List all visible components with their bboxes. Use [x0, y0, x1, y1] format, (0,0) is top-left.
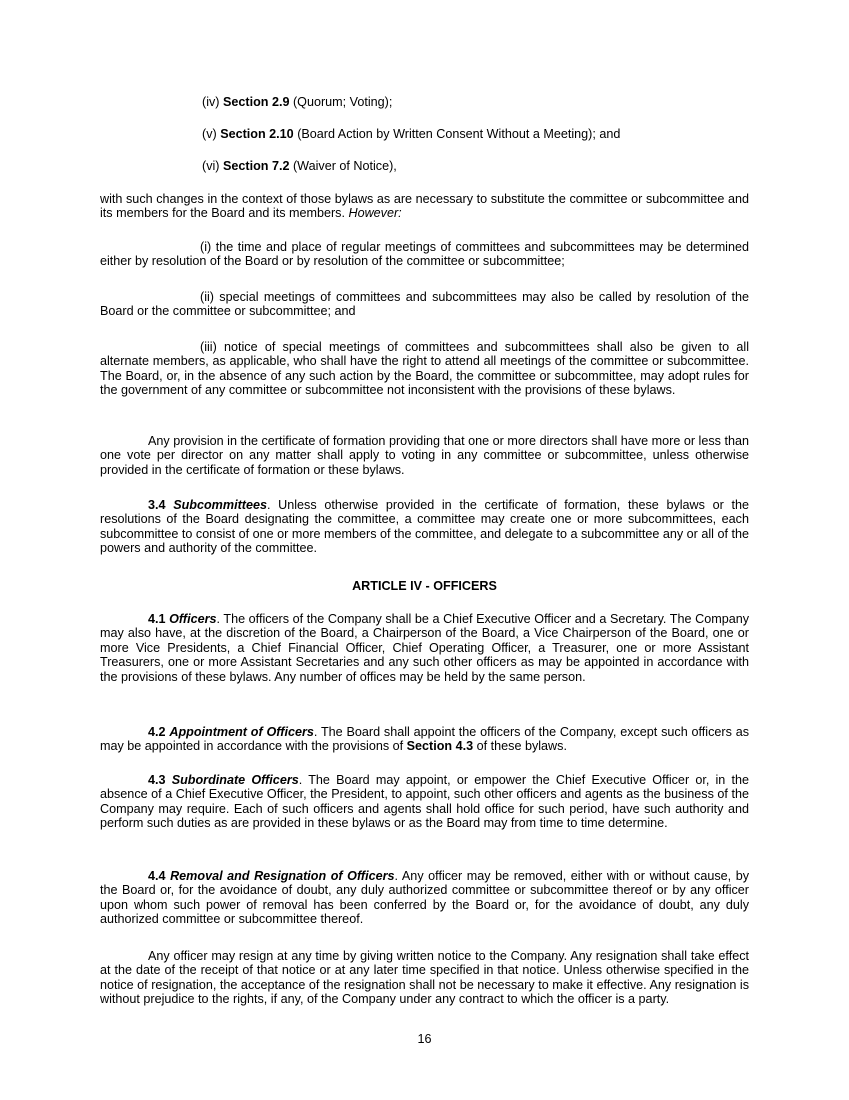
list-item-iv — [202, 95, 392, 109]
section-text: . The Board shall appoint the officers of the Company, except such officers as may be appointed in accordance with the provisions of — [100, 725, 750, 754]
list-text: (Waiver of Notice), — [292, 159, 397, 173]
section-title: Subordinate Officers — [171, 773, 299, 787]
list-text: (Board Action by Written Consent Without a Meeting); and — [297, 127, 621, 141]
page-number: 16 — [417, 1032, 432, 1046]
list-number: (vi) — [202, 159, 220, 173]
section-number: 4.1 — [148, 612, 166, 626]
section-title: Removal and Resignation of Officers — [170, 869, 395, 883]
resignation-paragraph: Any officer may resign at any time by giving written notice to the Company. Any resignation shall take effect at the date of the receipt of that notice or at any later time specified in that notice. Unless otherwise specified in the notice of resignation, the acceptance of the resignation shall not be necessary to make it effective. Any resignation is without prejudice to the rights, if any, of the Company under any contract to which the officer is a party. — [100, 949, 749, 1007]
section-text: . Unless otherwise provided in the certificate of formation, these bylaws or the resolutions of the Board designating the committee, a committee may create one or more subcommittees, each subcommittee to consist of one or more members of the committee, and delegate to a subcommittee any or all of the powers and authority of the committee. — [100, 498, 750, 556]
provision-paragraph: Any provision in the certificate of formation providing that one or more directors shall have more or less than one vote per director on any matter shall apply to voting in any committee or subcommittee, unless otherwise provided in the certificate of formation or these bylaws. — [100, 434, 749, 477]
sub-item-i: (i) the time and place of regular meetings of committees and subcommittees may be determined either by resolution of the Board or by resolution of the committee or subcommittee; — [100, 240, 749, 269]
section-reference: Section 2.9 — [222, 95, 290, 109]
section-title: Officers — [169, 612, 217, 626]
list-number: (v) — [202, 127, 217, 141]
section-title: Subcommittees — [173, 498, 267, 512]
section-3-4 — [100, 498, 749, 556]
sub-item-iii: (iii) notice of special meetings of committees and subcommittees shall also be given to all alternate members, as applicable, who shall have the right to attend all meetings of the committee or subcommittee. The Board, or, in the absence of any such action by the Board, the committee or subcommittee, may adopt rules for the government of any committee or subcommittee not inconsistent with the provisions of these bylaws. — [100, 340, 749, 398]
list-number: (iv) — [202, 95, 220, 109]
list-item-v — [202, 127, 620, 141]
sub-item-ii: (ii) special meetings of committees and subcommittees may also be called by resolution of the Board or the committee or subcommittee; and — [100, 290, 749, 319]
section-reference: Section 7.2 — [222, 159, 290, 173]
section-text: . The officers of the Company shall be a Chief Executive Officer and a Secretary. The Company may also have, at the discretion of the Board, a Chairperson of the Board, a Vice Chairperson of the Board, one or more Vice Presidents, a Chief Financial Officer, Chief Operating Officer, a Treasurer, one or more Assistant Treasurers, one or more Assistant Secretaries and any such other officers as may be appointed in accordance with the provisions of these bylaws. Any number of offices may be held by the same person. — [100, 612, 750, 684]
section-4-2 — [100, 725, 749, 754]
section-text: . Any officer may be removed, either with or without cause, by the Board or, for the avoidance of doubt, any duly authorized committee or subcommittee thereof or by any officer upon whom such power of removal has been conferred by the Board or, for the avoidance of doubt, any duly authorized committee or subcommittee thereof. — [100, 869, 749, 927]
section-4-3 — [100, 773, 749, 831]
however-text: However: — [348, 206, 402, 221]
section-reference: Section 2.10 — [220, 127, 294, 141]
list-text: (Quorum; Voting); — [292, 95, 393, 109]
intro-paragraph — [100, 192, 749, 221]
section-number: 4.4 — [148, 869, 166, 883]
article-heading: ARTICLE IV - OFFICERS — [352, 579, 497, 593]
section-4-4 — [100, 869, 749, 927]
section-number: 4.2 — [148, 725, 166, 739]
list-item-vi — [202, 159, 397, 173]
section-4-1 — [100, 612, 749, 684]
intro-text: with such changes in the context of those bylaws as are necessary to substitute the committee or subcommittee and its members for the Board and its members. — [100, 192, 749, 221]
section-number: 4.3 — [148, 773, 166, 787]
section-number: 3.4 — [148, 498, 166, 512]
section-reference: Section 4.3 — [406, 739, 474, 754]
section-text: . The Board may appoint, or empower the Chief Executive Officer or, in the absence of a Chief Executive Officer, the President, to appoint, such other officers and agents as the business of the Company may require. Each of such officers and agents shall hold office for such period, have such authority and perform such duties as are provided in these bylaws or as the Board may from time to time determine. — [100, 773, 749, 831]
section-text-tail: of these bylaws. — [476, 739, 567, 754]
section-title: Appointment of Officers — [169, 725, 314, 739]
